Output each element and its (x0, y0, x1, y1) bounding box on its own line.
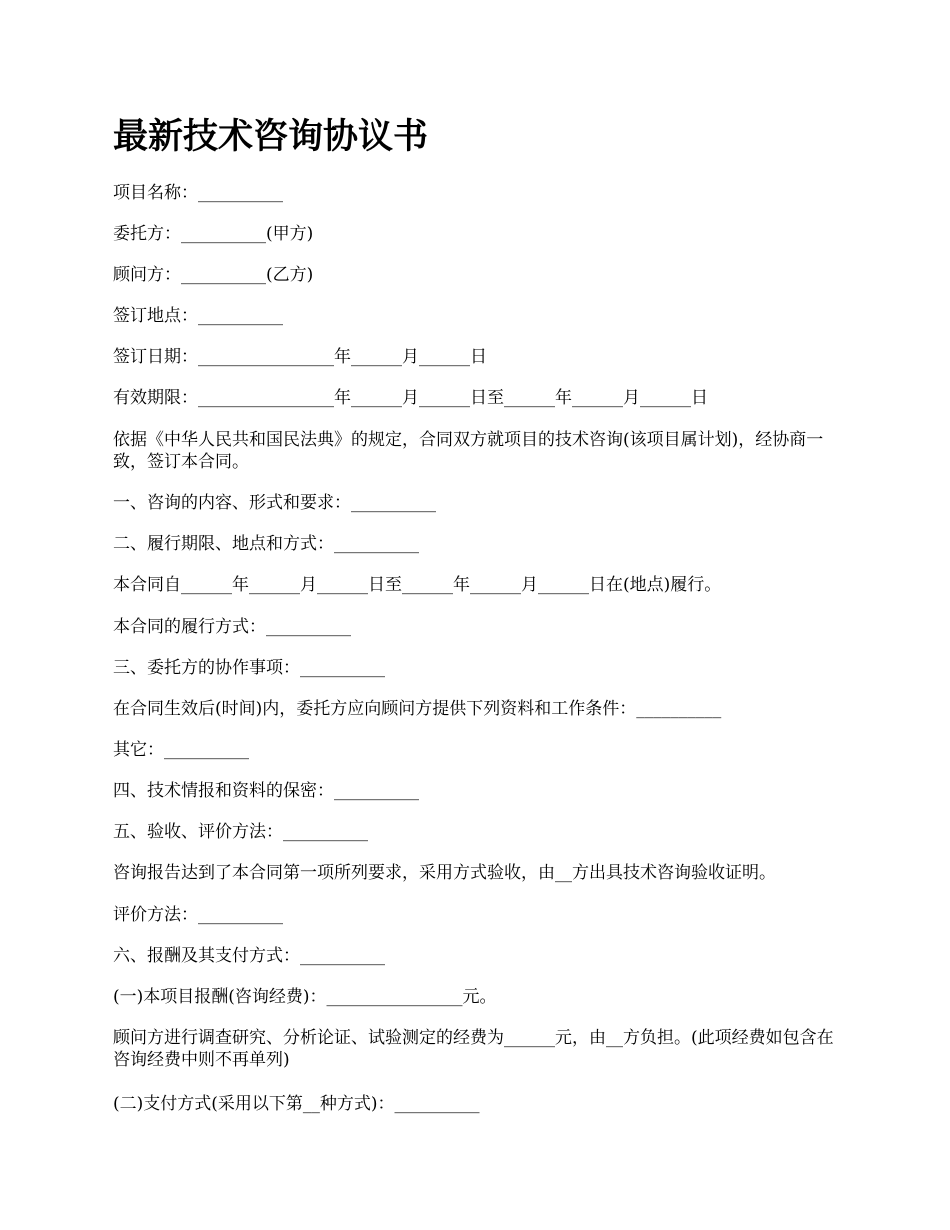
section-1-heading: 一、咨询的内容、形式和要求：__________ (113, 493, 436, 513)
evaluation-method-line: 评价方法：__________ (113, 905, 283, 925)
field-consultant: 顾问方：__________(乙方) (113, 265, 314, 285)
field-project-name: 项目名称：__________ (113, 183, 283, 203)
materials-provision-line: 在合同生效后(时间)内，委托方应向顾问方提供下列资料和工作条件：__________ (113, 699, 722, 719)
field-signing-place: 签订地点：__________ (113, 306, 283, 326)
acceptance-line: 咨询报告达到了本合同第一项所列要求，采用方式验收，由__方出具技术咨询验收证明。 (113, 863, 776, 883)
field-client: 委托方：__________(甲方) (113, 224, 314, 244)
section-6-heading: 六、报酬及其支付方式：__________ (113, 946, 385, 966)
section-3-heading: 三、委托方的协作事项：__________ (113, 658, 385, 678)
section-5-heading: 五、验收、评价方法：__________ (113, 822, 368, 842)
field-validity-period: 有效期限：________________年______月______日至______年______月______日 (113, 388, 708, 408)
performance-period-line: 本合同自______年______月______日至______年______月______日在(地点)履行。 (113, 575, 722, 595)
section-4-heading: 四、技术情报和资料的保密：__________ (113, 781, 419, 801)
performance-method-line: 本合同的履行方式：__________ (113, 617, 351, 637)
preamble-paragraph: 依据《中华人民共和国民法典》的规定，合同双方就项目的技术咨询(该项目属计划)，经协商一致，签订本合同。 (113, 430, 824, 472)
expenses-paragraph: 顾问方进行调查研究、分析论证、试验测定的经费为______元，由__方负担。(此项经费如包含在咨询经费中则不再单列) (113, 1028, 834, 1070)
remuneration-line: (一)本项目报酬(咨询经费)：________________元。 (113, 987, 497, 1007)
payment-method-line: (二)支付方式(采用以下第__种方式)：__________ (113, 1094, 480, 1114)
field-signing-date: 签订日期：________________年______月______日 (113, 347, 487, 367)
document-title: 最新技术咨询协议书 (113, 116, 429, 157)
other-line: 其它：__________ (113, 740, 249, 760)
section-2-heading: 二、履行期限、地点和方式：__________ (113, 534, 419, 554)
